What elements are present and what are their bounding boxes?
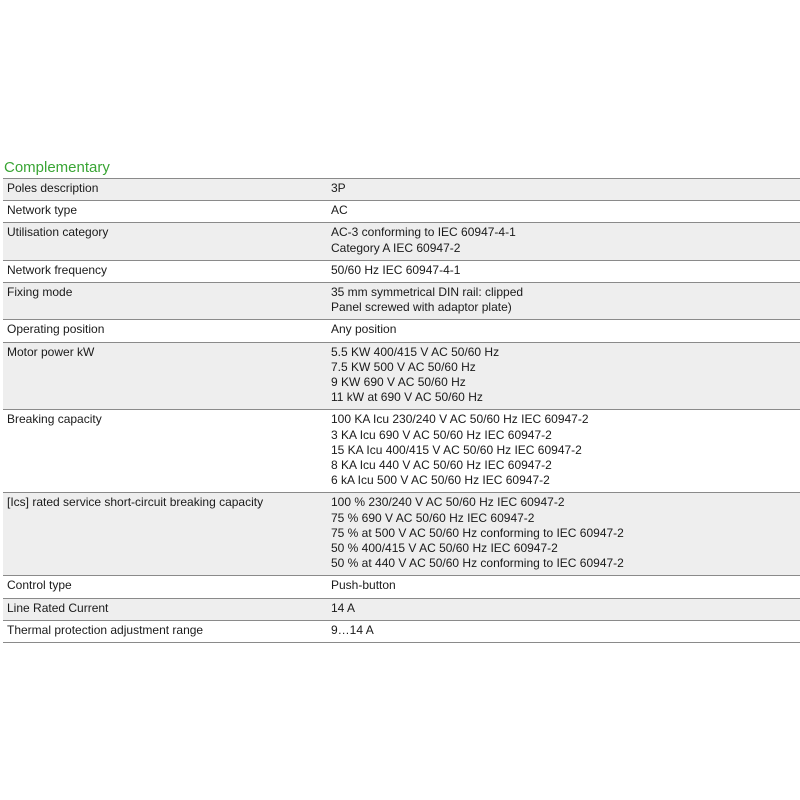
spec-label-cell [3, 598, 327, 620]
spec-value-line: 50 % 400/415 V AC 50/60 Hz IEC 60947-2 [331, 541, 558, 556]
spec-value-line: 7.5 KW 500 V AC 50/60 Hz [331, 359, 476, 374]
spec-value-line: 75 % at 500 V AC 50/60 Hz conforming to IEC 60947-2 [331, 525, 624, 540]
table-row [3, 342, 800, 410]
table-row [3, 410, 800, 493]
spec-value-cell [327, 620, 800, 642]
complementary-section [3, 159, 797, 643]
spec-label-cell [3, 320, 327, 342]
spec-value-cell [327, 410, 800, 493]
spec-label: [Ics] rated service short-circuit breaking capacity [7, 495, 264, 510]
spec-value-cell [327, 320, 800, 342]
spec-value-line: Category A IEC 60947-2 [331, 240, 461, 255]
spec-label: Operating position [7, 322, 105, 337]
spec-label-cell [3, 493, 327, 576]
spec-value-line: 50 % at 440 V AC 50/60 Hz conforming to IEC 60947-2 [331, 556, 624, 571]
spec-value-line: 35 mm symmetrical DIN rail: clipped [331, 285, 524, 300]
spec-value-line: 9…14 A [331, 622, 374, 637]
spec-label-cell [3, 283, 327, 320]
spec-value-cell [327, 201, 800, 223]
spec-value-cell [327, 576, 800, 598]
spec-label-cell [3, 620, 327, 642]
table-row [3, 179, 800, 201]
spec-value-line: 100 KA Icu 230/240 V AC 50/60 Hz IEC 60947-2 [331, 412, 589, 427]
spec-value-line: 8 KA Icu 440 V AC 50/60 Hz IEC 60947-2 [331, 458, 552, 473]
spec-value-cell [327, 283, 800, 320]
spec-value-cell [327, 598, 800, 620]
table-row [3, 493, 800, 576]
spec-label: Utilisation category [7, 225, 109, 240]
spec-label-cell [3, 223, 327, 260]
table-row [3, 620, 800, 642]
table-row [3, 598, 800, 620]
table-row [3, 260, 800, 282]
spec-value-line: 6 kA Icu 500 V AC 50/60 Hz IEC 60947-2 [331, 473, 550, 488]
spec-label-cell [3, 410, 327, 493]
table-row [3, 201, 800, 223]
spec-value-cell [327, 342, 800, 410]
spec-label-cell [3, 260, 327, 282]
spec-value-line: Panel screwed with adaptor plate) [331, 300, 512, 315]
spec-value-cell [327, 223, 800, 260]
specs-table [3, 178, 800, 643]
spec-value-line: 100 % 230/240 V AC 50/60 Hz IEC 60947-2 [331, 495, 565, 510]
spec-label: Thermal protection adjustment range [7, 622, 204, 637]
spec-value-cell [327, 493, 800, 576]
table-row [3, 283, 800, 320]
spec-value-line: 9 KW 690 V AC 50/60 Hz [331, 375, 466, 390]
spec-label: Network frequency [7, 262, 108, 277]
spec-label: Line Rated Current [7, 600, 109, 615]
spec-label: Network type [7, 203, 78, 218]
table-row [3, 576, 800, 598]
spec-label-cell [3, 179, 327, 201]
spec-label: Poles description [7, 181, 99, 195]
spec-value-line: Any position [331, 322, 397, 337]
spec-value-cell [327, 179, 800, 201]
spec-value-line: AC-3 conforming to IEC 60947-4-1 [331, 225, 516, 240]
spec-value-line: 5.5 KW 400/415 V AC 50/60 Hz [331, 344, 500, 359]
spec-label-cell [3, 342, 327, 410]
spec-value-line: 75 % 690 V AC 50/60 Hz IEC 60947-2 [331, 510, 535, 525]
spec-label: Breaking capacity [7, 412, 102, 427]
spec-value-line: 50/60 Hz IEC 60947-4-1 [331, 262, 461, 277]
spec-value-line: 15 KA Icu 400/415 V AC 50/60 Hz IEC 60947-2 [331, 442, 582, 457]
spec-value-line: 14 A [331, 600, 356, 615]
spec-label: Fixing mode [7, 285, 73, 300]
table-row [3, 320, 800, 342]
spec-label: Motor power kW [7, 344, 95, 359]
spec-value-line: Push-button [331, 578, 396, 593]
spec-value-cell [327, 260, 800, 282]
spec-value-line: 3P [331, 181, 346, 195]
spec-label-cell [3, 201, 327, 223]
table-row [3, 223, 800, 260]
section-title: Complementary [4, 159, 110, 176]
spec-value-line: 3 KA Icu 690 V AC 50/60 Hz IEC 60947-2 [331, 427, 552, 442]
specs-table-body [3, 179, 800, 643]
spec-value-line: 11 kW at 690 V AC 50/60 Hz [331, 390, 483, 405]
spec-label: Control type [7, 578, 72, 593]
spec-value-line: AC [331, 203, 348, 218]
spec-label-cell [3, 576, 327, 598]
